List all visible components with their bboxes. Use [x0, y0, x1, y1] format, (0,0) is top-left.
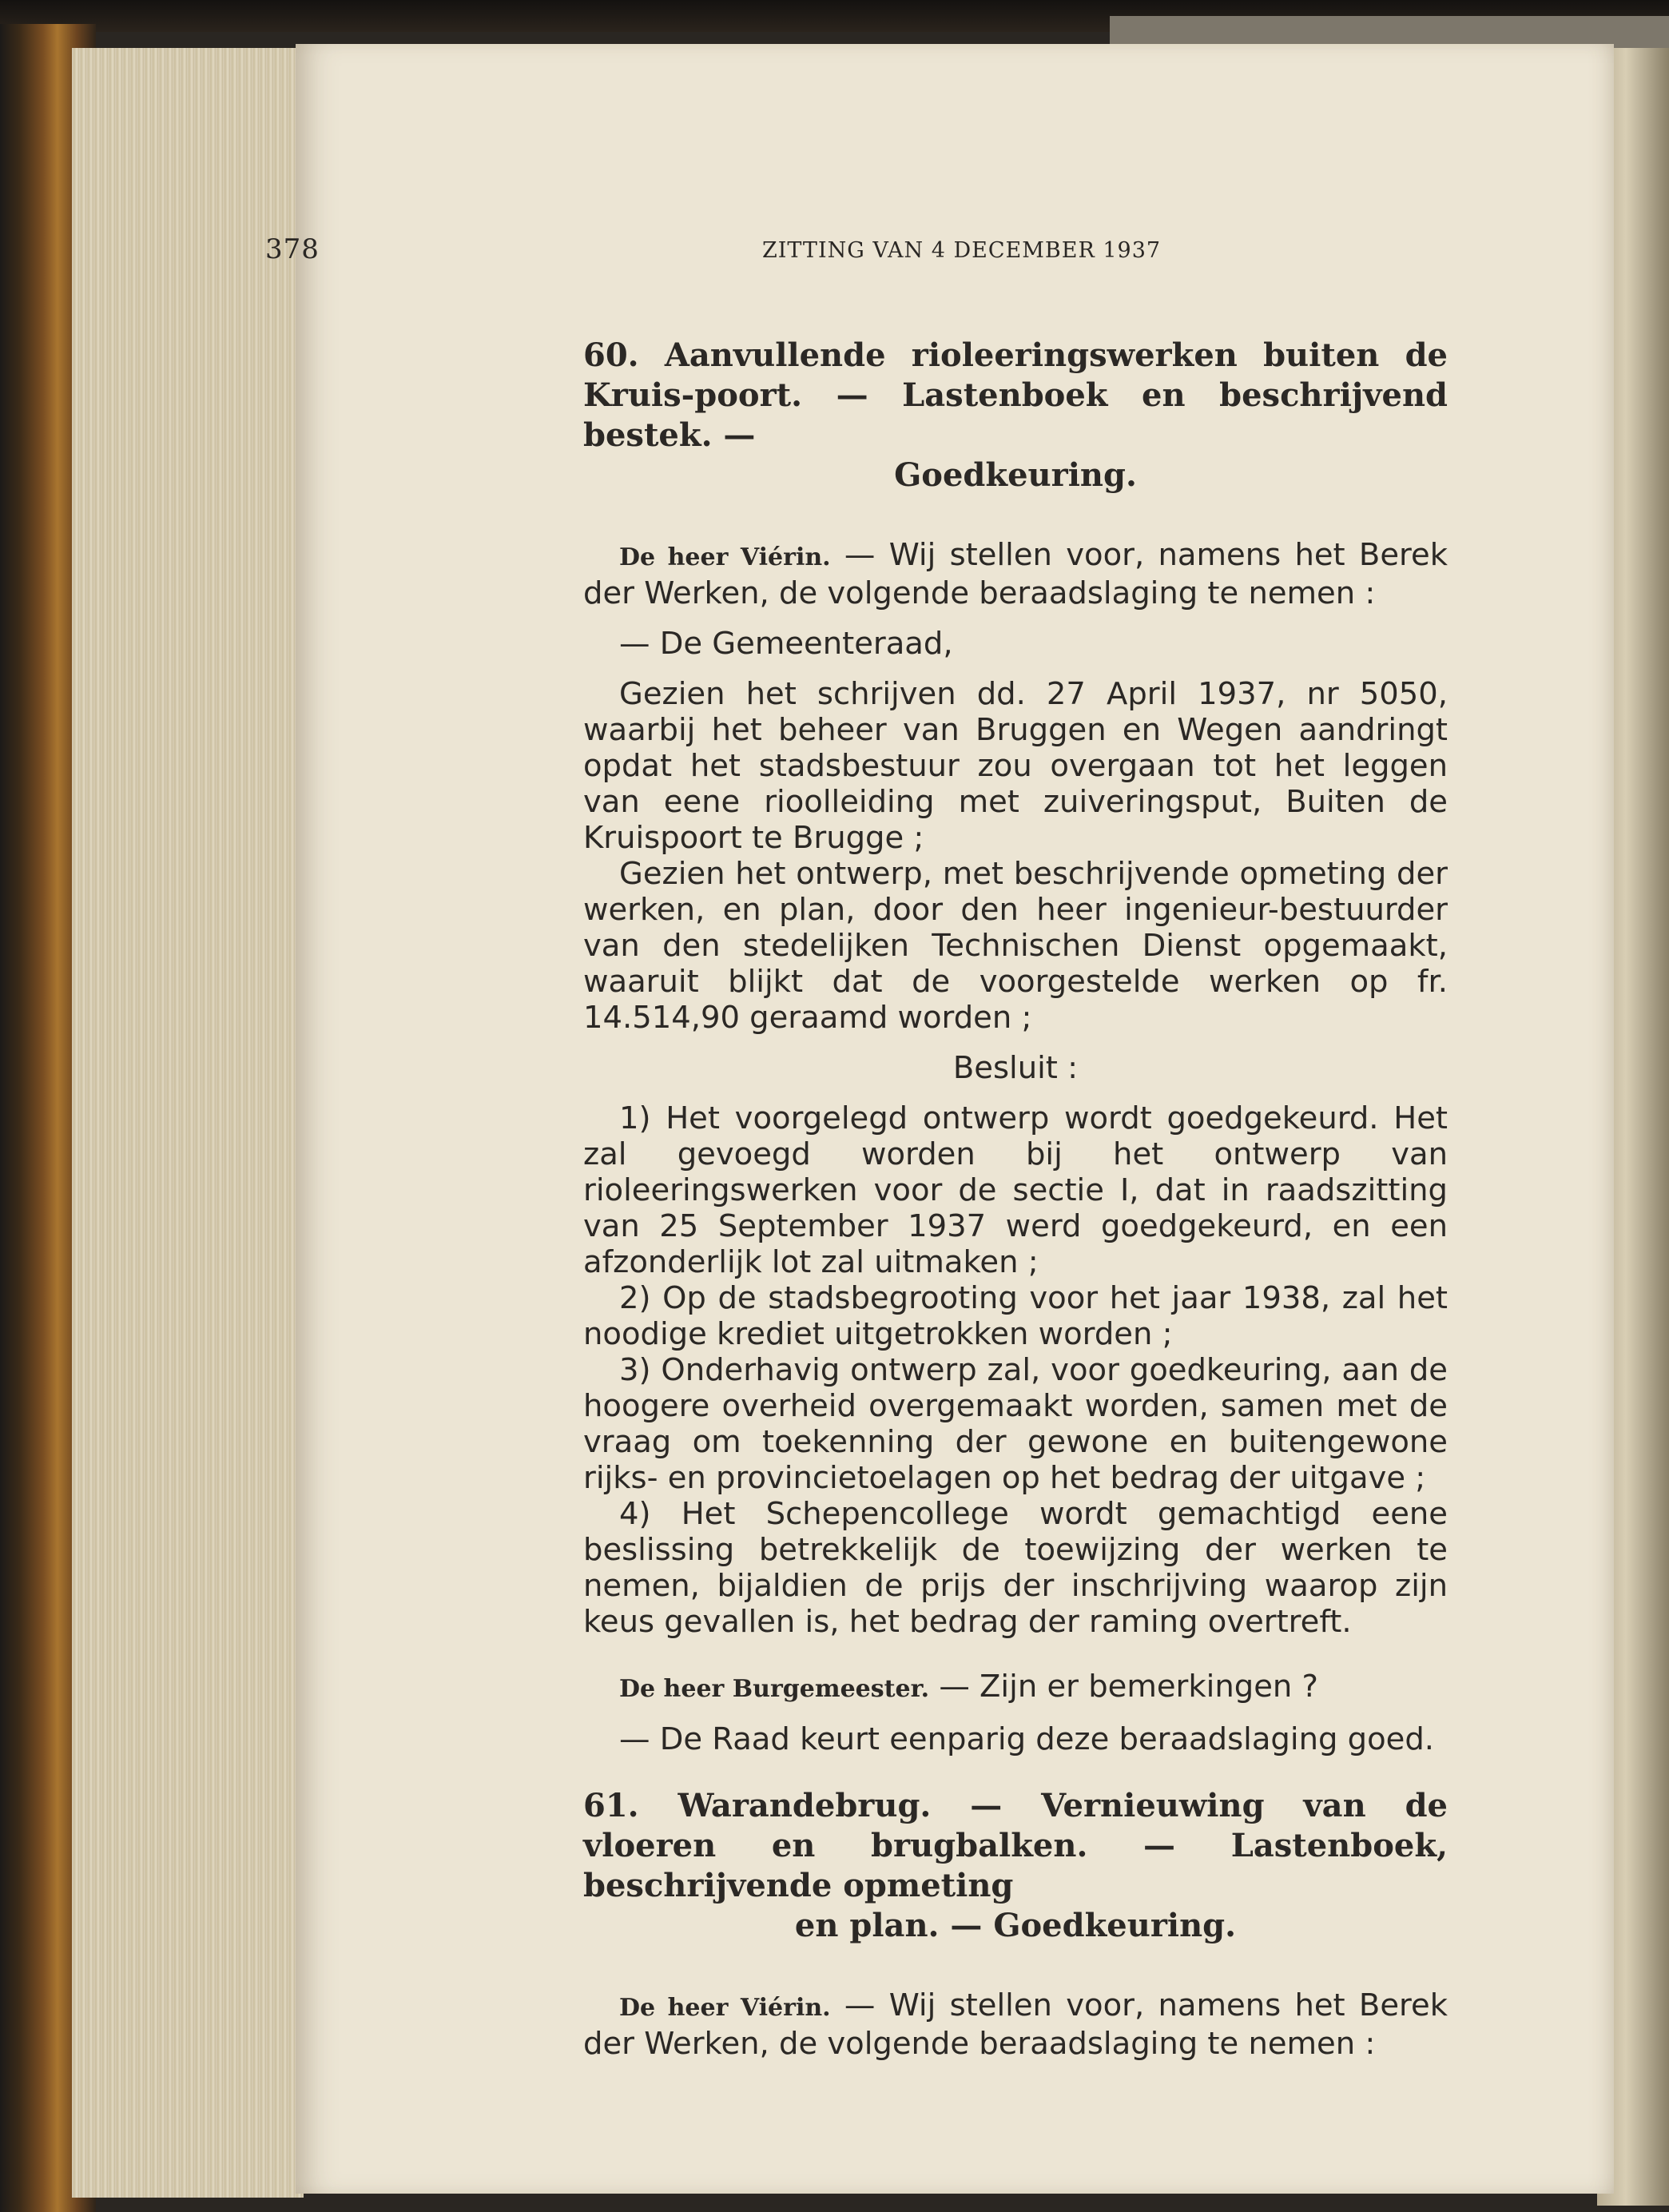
item-60-heading-last: Goedkeuring.	[894, 456, 1137, 494]
gezien-paragraph-1: Gezien het schrijven dd. 27 April 1937, nr 5050, waarbij het beheer van Bruggen en Wegen aandringt opdat het stadsbestuur zou overgaan tot het leggen van eene rioolleiding met zuiveringsput, Buiten de Kruispoort te Brugge ;	[583, 676, 1448, 856]
item-60-intro	[583, 537, 1448, 611]
item-61-heading-last: en plan. — Goedkeuring.	[794, 1907, 1237, 1944]
mayor-remark	[583, 1669, 1448, 1707]
item-60-heading	[583, 336, 1448, 495]
mayor-text: — Zijn er bemerkingen ?	[929, 1669, 1318, 1705]
gezien-paragraph-2: Gezien het ontwerp, met beschrijvende opmeting der werken, en plan, door den heer ingenieur-bestuurder van den stedelijken Technischen Dienst opgemaakt, waaruit blijkt dat de voorgestelde werken op fr. 14.514,90 geraamd worden ;	[583, 856, 1448, 1036]
page-number: 378	[265, 233, 320, 265]
running-header	[265, 233, 1440, 281]
item-61-heading-main: 61. Warandebrug. — Vernieuwing van de vloeren en brugbalken. — Lastenboek, beschrijvende opmeting	[583, 1787, 1448, 1904]
speaker-name: De heer Viérin.	[619, 1994, 831, 2022]
intro-text: — Wij stellen voor, namens het Berek der Werken, de volgende beraadslaging te nemen :	[583, 537, 1448, 611]
article-3: 3) Onderhavig ontwerp zal, voor goedkeuring, aan de hoogere overheid overgemaakt worden, samen met de vraag om toekenning der gewone en buitengewone rijks- en provincietoelagen op het bedrag der uitgave ;	[583, 1352, 1448, 1496]
running-title: ZITTING VAN 4 DECEMBER 1937	[762, 238, 1162, 263]
article-4: 4) Het Schepencollege wordt gemachtigd eene beslissing betrekkelijk de toewijzing der werken te nemen, bijaldien de prijs der inschrijving waarop zijn keus gevallen is, het bedrag der raming overtreft.	[583, 1496, 1448, 1640]
vote-line: — De Raad keurt eenparig deze beraadslaging goed.	[619, 1721, 1435, 1757]
speaker-name: De heer Viérin.	[619, 543, 831, 571]
page-edges	[72, 48, 304, 2198]
item-61-heading	[583, 1786, 1448, 1946]
item-60-heading-main: 60. Aanvullende rioleeringswerken buiten de Kruis-poort. — Lastenboek en beschrijvend bestek. —	[583, 336, 1448, 454]
council-line: — De Gemeenteraad,	[619, 626, 953, 662]
item-61-intro	[583, 1987, 1448, 2062]
mayor-name: De heer Burgemeester.	[619, 1675, 930, 1703]
intro-text: — Wij stellen voor, namens het Berek der Werken, de volgende beraadslaging te nemen :	[583, 1987, 1448, 2062]
page-content	[583, 336, 1448, 2062]
article-2: 2) Op de stadsbegrooting voor het jaar 1938, zal het noodige krediet uitgetrokken worden ;	[583, 1280, 1448, 1352]
besluit-line: Besluit :	[952, 1050, 1079, 1086]
article-1: 1) Het voorgelegd ontwerp wordt goedgekeurd. Het zal gevoegd worden bij het ontwerp van rioleeringswerken voor de sectie I, dat in raadszitting van 25 September 1937 werd goedgekeurd, en een afzonderlijk lot zal uitmaken ;	[583, 1100, 1448, 1280]
